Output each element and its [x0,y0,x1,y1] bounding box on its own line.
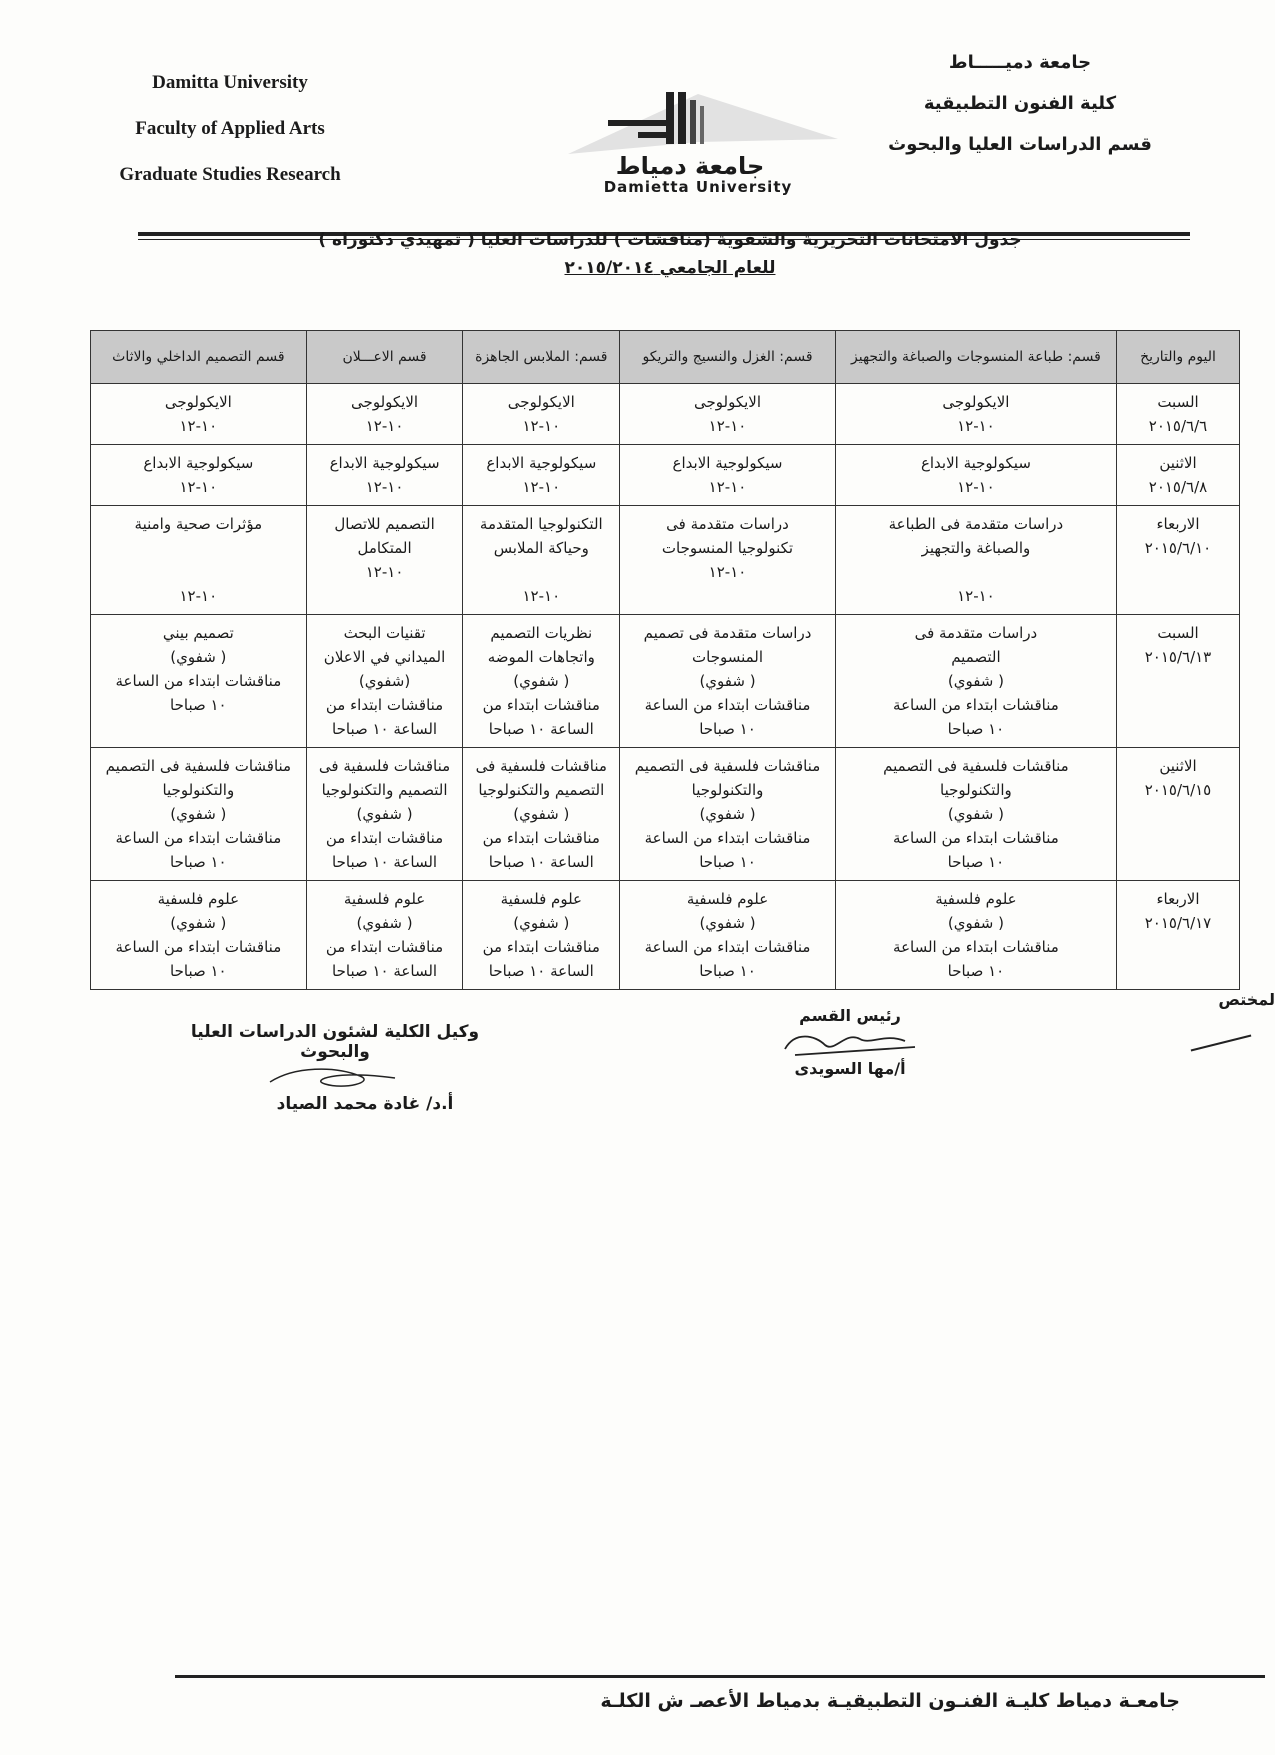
exam-line: ١٠-١٢ [957,417,995,435]
exam-line: علوم فلسفية [157,890,240,908]
date-cell [1117,615,1240,748]
exam-line: ( شفوي) [513,672,570,690]
department-name-en: Graduate Studies Research [119,164,341,185]
exam-line: ١٠-١٢ [179,417,218,435]
exam-line: مناقشات ابتداء من الساعة [644,696,811,714]
exam-line: ١٠-١٢ [179,478,218,496]
exam-cell [620,748,836,881]
date-line: ٢٠١٥/٦/٨ [1148,478,1208,496]
exam-cell [835,384,1116,445]
exam-line: تصميم بيني [162,624,234,642]
exam-line: ١٠-١٢ [522,478,561,496]
exam-line: مناقشات ابتداء من [482,696,600,714]
exam-line: الساعة ١٠ صباحا [488,962,594,980]
exam-cell [306,384,463,445]
exam-cell [620,445,836,506]
exam-line: الايكولوجى [164,393,232,411]
exam-line [842,560,1110,584]
date-line: ٢٠١٥/٦/١٥ [1144,781,1212,799]
exam-cell [306,445,463,506]
exam-cell [463,881,620,990]
exam-cell [620,881,836,990]
exam-line: مناقشات فلسفية فى [318,757,451,775]
exam-line: الايكولوجى [351,393,419,411]
exam-line: ١٠-١٢ [708,478,747,496]
exam-cell [91,445,307,506]
exam-line: علوم فلسفية [935,890,1017,908]
date-line: السبت [1157,393,1199,411]
date-line: الاثنين [1159,757,1197,775]
university-name-ar: جامعة دميـــــاط [948,52,1092,73]
exam-line: ( شفوي) [699,914,756,932]
exam-cell [463,748,620,881]
exam-line: مناقشات ابتداء من [325,829,444,847]
exam-line: مناقشات فلسفية فى التصميم [634,757,821,775]
exam-line: مناقشات ابتداء من الساعة [644,938,811,956]
exam-line: ( شفوي) [699,805,756,823]
exam-cell [835,881,1116,990]
header-ready-made-garments: قسم: الملابس الجاهزة [463,331,620,384]
exam-line: سيكولوجية الابداع [672,454,783,472]
exam-line: علوم فلسفية [343,890,426,908]
exam-line: والتكنولوجيا [940,781,1012,799]
date-cell [1117,445,1240,506]
exam-cell [306,615,463,748]
department-head-signature-block [760,1006,940,1078]
exam-line: التكنولوجيا المتقدمة [479,515,603,533]
exam-line: مناقشات ابتداء من الساعة [893,938,1059,956]
exam-schedule-table [90,330,1240,990]
exam-line: مناقشات ابتداء من [482,829,600,847]
exam-line: الساعة ١٠ صباحا [332,720,438,738]
table-row [91,748,1240,881]
exam-line: ١٠ صباحا [170,962,227,980]
exam-line: المتكامل [357,539,412,557]
department-name-ar: قسم الدراسات العليا والبحوث [888,134,1152,155]
exam-line: ١٠-١٢ [365,478,404,496]
exam-line: ( شفوي) [170,914,227,932]
vice-dean-signature [265,1064,405,1094]
vice-dean-title: وكيل الكلية لشئون الدراسات العليا والبحوث [190,1022,480,1062]
exam-line: دراسات متقدمة فى الطباعة [888,515,1064,533]
exam-cell [620,615,836,748]
exam-line: والتكنولوجيا [691,781,764,799]
exam-line: ١٠-١٢ [957,478,995,496]
exam-line: ( شفوي) [170,648,227,666]
exam-line: ١٠-١٢ [708,417,747,435]
footer-address: جامعـة دمياط كليـة الفنـون التطبيقيـة بدمياط الأعصـ ش الكلـة [600,1690,1180,1712]
document-title [300,226,1040,282]
exam-line: الايكولوجى [507,393,575,411]
exam-line: وحياكة الملابس [493,539,589,557]
exam-cell [835,748,1116,881]
date-cell [1117,881,1240,990]
exam-line: سيكولوجية الابداع [486,454,597,472]
exam-line: الميداني في الاعلان [323,648,446,666]
exam-cell [835,506,1116,615]
date-line: ٢٠١٥/٦/١٧ [1144,914,1212,932]
date-line: ٢٠١٥/٦/١٣ [1144,648,1212,666]
date-cell [1117,384,1240,445]
exam-cell [620,506,836,615]
department-head-signature [775,1025,925,1059]
university-name-en: Damitta University [152,72,308,93]
exam-line: مناقشات ابتداء من الساعة [115,829,282,847]
exam-line: ( شفوي) [947,672,1004,690]
specialist-label: لمختص [1218,990,1275,1009]
date-cell [1117,506,1240,615]
exam-line: ١٠ صباحا [170,853,227,871]
exam-line: التصميم والتكنولوجيا [478,781,605,799]
exam-line: مناقشات ابتداء من الساعة [115,672,282,690]
exam-line: مناقشات ابتداء من الساعة [644,829,811,847]
exam-line: المنسوجات [692,648,764,666]
header-advertising: قسم الاعـــلان [306,331,463,384]
exam-line: ١٠ صباحا [699,962,756,980]
exam-cell [620,384,836,445]
exam-line: علوم فلسفية [500,890,583,908]
exam-line: نظريات التصميم [490,624,593,642]
exam-line: التصميم [951,648,1001,666]
exam-cell [306,748,463,881]
exam-line [97,536,300,560]
table-row [91,506,1240,615]
exam-line: ١٠ صباحا [170,696,227,714]
exam-cell [835,615,1116,748]
date-line: الاربعاء [1156,515,1200,533]
exam-line: (شفوي) [358,672,411,690]
exam-line: الايكولوجى [942,393,1010,411]
exam-line: الايكولوجى [694,393,762,411]
exam-line: تقنيات البحث [343,624,426,642]
exam-line: ١٠-١٢ [365,563,404,581]
exam-cell [91,748,307,881]
exam-line: مناقشات ابتداء من [325,938,444,956]
specialist-line [1191,1035,1252,1052]
exam-line: التصميم للاتصال [334,515,435,533]
exam-line: مناقشات ابتداء من [325,696,444,714]
exam-line: التصميم والتكنولوجيا [321,781,448,799]
exam-line: ١٠-١٢ [365,417,404,435]
exam-line: ( شفوي) [947,914,1004,932]
exam-line: ١٠ صباحا [947,853,1005,871]
exam-cell [91,384,307,445]
logo-text-en: Damietta University [603,178,793,196]
exam-line: مؤثرات صحية وامنية [134,515,263,533]
table-row [91,445,1240,506]
exam-line: الساعة ١٠ صباحا [488,853,594,871]
exam-line: الساعة ١٠ صباحا [332,962,438,980]
title-line-1: جدول الامتحانات التحريرية والشفوية (مناقشات ) للدراسات العليا ( تمهيدي دكتوراه ) [318,230,1022,250]
department-head-title: رئيس القسم [799,1006,901,1025]
exam-line: تكنولوجيا المنسوجات [661,539,794,557]
exam-line: ( شفوي) [356,805,413,823]
exam-line: ١٠ صباحا [699,720,756,738]
exam-line: ( شفوي) [513,914,570,932]
exam-line: سيكولوجية الابداع [329,454,440,472]
date-line: السبت [1157,624,1199,642]
footer-rule [175,1675,1265,1678]
exam-cell [463,384,620,445]
exam-line: ١٠ صباحا [947,720,1005,738]
exam-line: مناقشات ابتداء من الساعة [893,829,1059,847]
exam-cell [306,881,463,990]
exam-line: ( شفوي) [170,805,227,823]
table-row [91,615,1240,748]
exam-cell [91,881,307,990]
title-line-2: للعام الجامعي ٢٠١٥/٢٠١٤ [564,258,776,278]
exam-cell [835,445,1116,506]
exam-line: سيكولوجية الابداع [920,454,1031,472]
exam-line: ١٠-١٢ [957,587,995,605]
exam-line: مناقشات فلسفية فى التصميم [105,757,292,775]
exam-line [97,560,300,584]
exam-line: ١٠-١٢ [708,563,747,581]
exam-line: ١٠-١٢ [522,417,561,435]
exam-line: مناقشات فلسفية فى التصميم [883,757,1069,775]
date-line: ٢٠١٥/٦/٦ [1148,417,1208,435]
table-row [91,881,1240,990]
exam-cell [91,615,307,748]
logo-text-ar: جامعة دمياط [615,152,765,180]
exam-line: سيكولوجية الابداع [143,454,254,472]
exam-cell [463,445,620,506]
exam-line: مناقشات ابتداء من [482,938,600,956]
header-arabic [870,52,1170,175]
exam-line: دراسات متقدمة فى [914,624,1038,642]
faculty-name-en: Faculty of Applied Arts [135,118,325,139]
faculty-name-ar: كلية الفنون التطبيقية [923,93,1117,114]
exam-line: ( شفوي) [699,672,756,690]
table-header-row [91,331,1240,384]
exam-line: ١٠-١٢ [522,587,561,605]
exam-line: مناقشات ابتداء من الساعة [893,696,1059,714]
vice-dean-name: أ.د/ غادة محمد الصياد [276,1094,454,1114]
exam-cell [306,506,463,615]
header-day-date: اليوم والتاريخ [1117,331,1240,384]
exam-line: دراسات متقدمة فى [666,515,789,533]
exam-cell [91,506,307,615]
date-line: الاثنين [1159,454,1197,472]
exam-line: الساعة ١٠ صباحا [488,720,594,738]
header-spinning-weaving: قسم: الغزل والنسيج والتريكو [620,331,836,384]
date-line: الاربعاء [1156,890,1200,908]
exam-line: دراسات متقدمة فى تصميم [643,624,812,642]
department-head-name: أ/مها السويدى [794,1059,906,1078]
header-textile-printing: قسم: طباعة المنسوجات والصباغة والتجهيز [835,331,1116,384]
header-english [100,72,360,210]
exam-line: ١٠-١٢ [179,587,218,605]
exam-cell [463,615,620,748]
exam-line: ( شفوي) [947,805,1004,823]
exam-line: الساعة ١٠ صباحا [332,853,438,871]
exam-line [469,560,613,584]
table-row [91,384,1240,445]
exam-cell [463,506,620,615]
exam-line: والتكنولوجيا [162,781,235,799]
vice-dean-signature-block [155,1022,515,1114]
header-interior-design: قسم التصميم الداخلي والاثاث [91,331,307,384]
exam-line: ١٠ صباحا [947,962,1005,980]
exam-line: ( شفوي) [356,914,413,932]
exam-line: والصباغة والتجهيز [921,539,1031,557]
exam-line: علوم فلسفية [686,890,769,908]
table-body [91,384,1240,990]
exam-line: ١٠ صباحا [699,853,756,871]
exam-line: مناقشات ابتداء من الساعة [115,938,282,956]
date-line: ٢٠١٥/٦/١٠ [1144,539,1212,557]
exam-line: ( شفوي) [513,805,570,823]
date-cell [1117,748,1240,881]
exam-line: واتجاهات الموضه [487,648,595,666]
exam-line: مناقشات فلسفية فى [475,757,607,775]
